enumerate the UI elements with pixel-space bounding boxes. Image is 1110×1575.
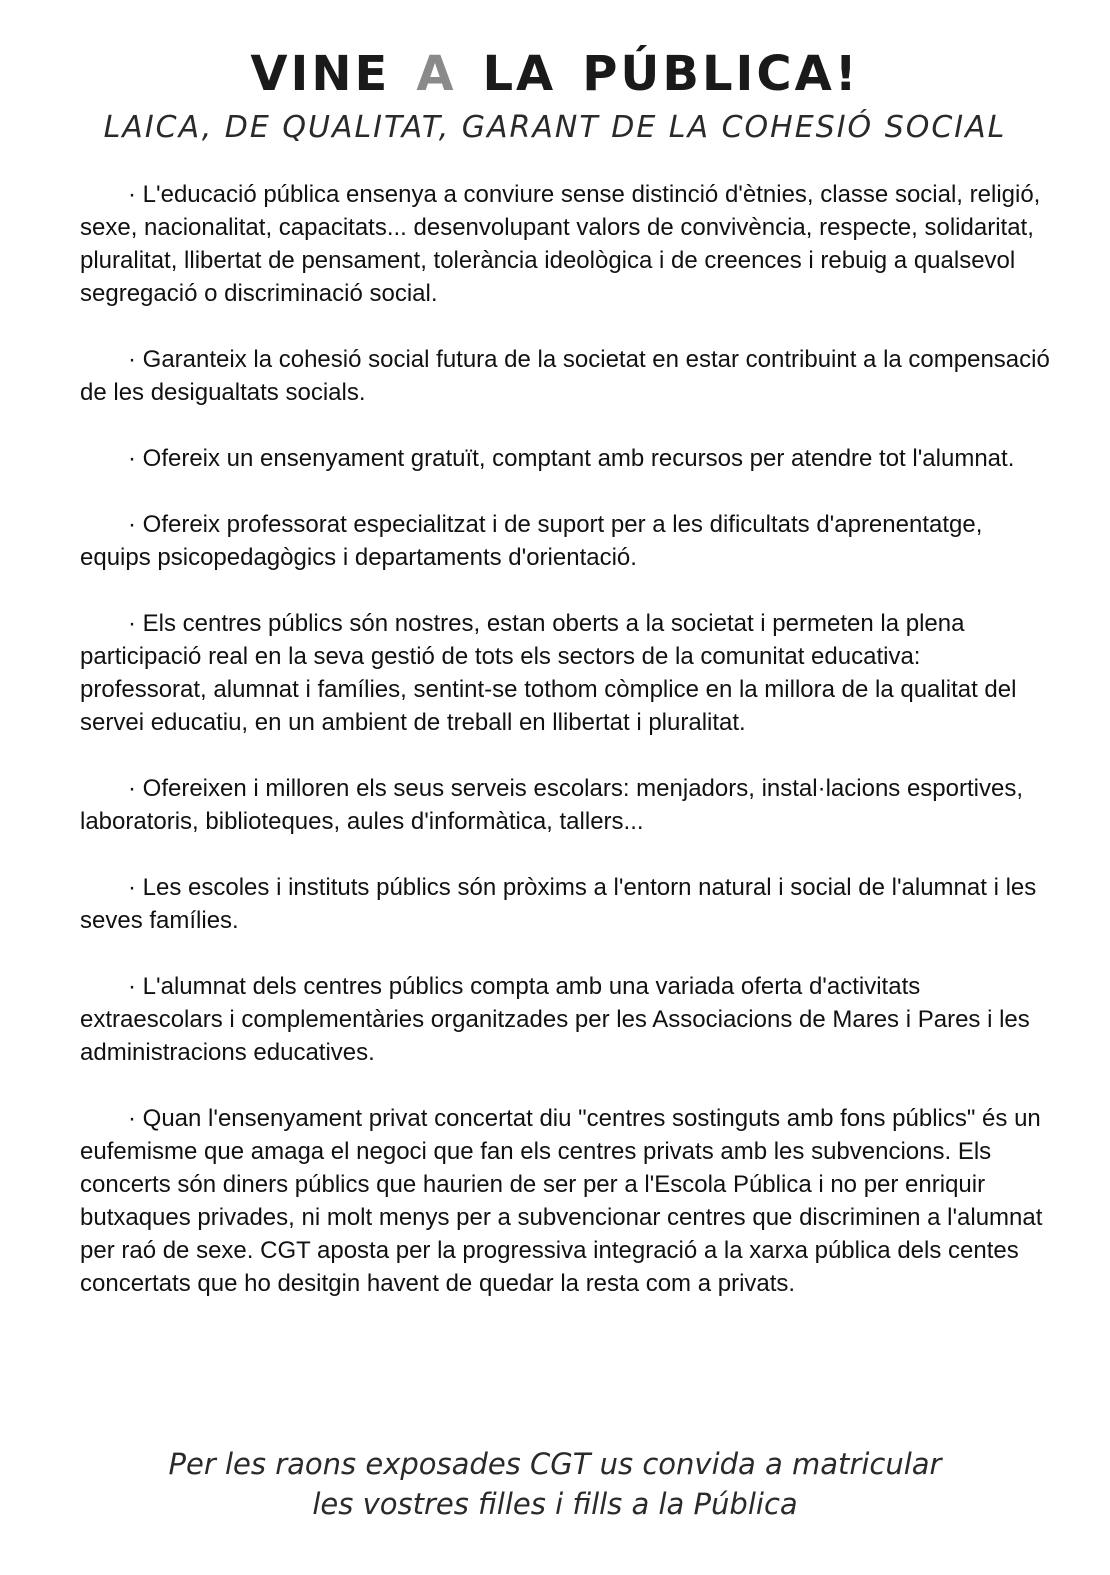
paragraph-6: · Ofereixen i milloren els seus serveis escolars: menjadors, instal·lacions esportives, laboratoris, biblioteques, aules d'informàtica, tallers... bbox=[80, 775, 1024, 835]
paragraph-2: · Garanteix la cohesió social futura de la societat en estar contribuint a la compensació de les desigualtats socials. bbox=[80, 346, 1050, 406]
page-subtitle: LAICA, DE QUALITAT, GARANT DE LA COHESIÓ SOCIAL bbox=[103, 110, 1007, 145]
closing-line-1: Per les raons exposades CGT us convida a matricular bbox=[168, 1447, 942, 1481]
paragraph-8: · L'alumnat dels centres públics compta amb una variada oferta d'activitats extraescolars i complementàries organitzades per les Associacions de Mares i Pares i les administracions educatives. bbox=[80, 973, 1030, 1066]
paragraph-3: · Ofereix un ensenyament gratuït, comptant amb recursos per atendre tot l'alumnat. bbox=[128, 445, 1015, 472]
title-word-publica: PÚBLICA! bbox=[582, 46, 860, 102]
paragraph-7: · Les escoles i instituts públics són pròxims a l'entorn natural i social de l'alumnat i les seves famílies. bbox=[80, 874, 1037, 934]
paragraph-5: · Els centres públics són nostres, estan oberts a la societat i permeten la plena participació real en la seva gestió de tots els sectors de la comunitat educativa: professorat, alumnat i famílies, sentint-se tothom còmplice en la millora de la qualitat del servei educatiu, en un ambient de treball en llibertat i pluralitat. bbox=[80, 610, 1017, 736]
paragraph-9: · Quan l'ensenyament privat concertat diu "centres sostinguts amb fons públics" és un eufemisme que amaga el negoci que fan els centres privats amb les subvencions. Els concerts són diners públics que haurien de ser per a l'Escola Pública i no per enriquir butxaques privades, ni molt menys per a subvencionar centres que discriminen a l'alumnat per raó de sexe. CGT aposta per la progressiva integració a la xarxa pública dels centes concertats que ho desitgin havent de quedar la resta com a privats. bbox=[80, 1105, 1043, 1297]
paragraph-4: · Ofereix professorat especialitzat i de suport per a les dificultats d'aprenentatge, equips psicopedagògics i departaments d'orientació. bbox=[80, 511, 983, 571]
body-text bbox=[80, 178, 1050, 1333]
title-word-vine: VINE bbox=[250, 46, 391, 102]
title-word-la: LA bbox=[482, 46, 557, 102]
page-title bbox=[0, 46, 1110, 102]
header bbox=[0, 46, 1110, 148]
title-word-a: A bbox=[416, 46, 457, 102]
paragraph-1: · L'educació pública ensenya a conviure sense distinció d'ètnies, classe social, religió, sexe, nacionalitat, capacitats... desenvolupant valors de convivència, respecte, solidaritat, pluralitat, llibertat de pensament, tolerància ideològica i de creences i rebuig a qualsevol segregació o discriminació social. bbox=[80, 181, 1041, 307]
closing-line-2: les vostres filles i fills a la Pública bbox=[312, 1487, 798, 1521]
closing-message bbox=[0, 1444, 1110, 1524]
